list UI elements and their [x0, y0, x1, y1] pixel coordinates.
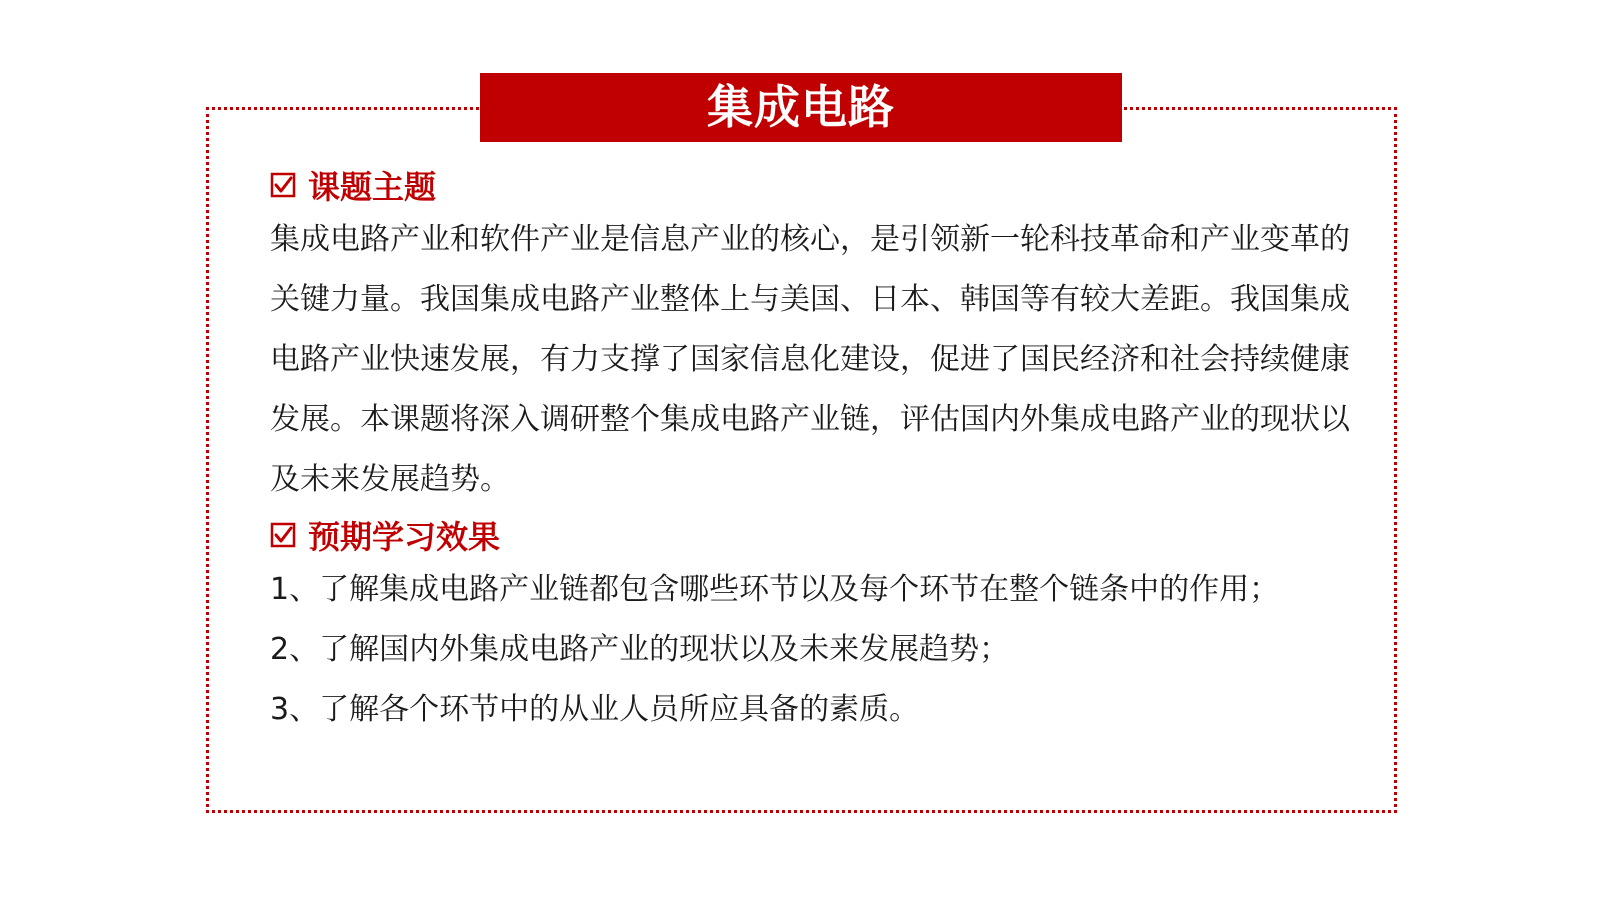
- list-item: 2、了解国内外集成电路产业的现状以及未来发展趋势；: [270, 632, 1010, 667]
- checked-box-icon: [270, 522, 296, 548]
- list-item: 1、了解集成电路产业链都包含哪些环节以及每个环节在整个链条中的作用；: [270, 572, 1280, 607]
- checked-box-icon: [270, 172, 296, 198]
- content-area: [270, 160, 1390, 740]
- section-heading-label: 课题主题: [308, 168, 437, 206]
- list-item: 3、了解各个环节中的从业人员所应具备的素质。: [270, 692, 920, 727]
- page-title: 集成电路: [480, 73, 1122, 142]
- topic-paragraph: 集成电路产业和软件产业是信息产业的核心，是引领新一轮科技革命和产业变革的关键力量。我国集成电路产业整体上与美国、日本、韩国等有较大差距。我国集成电路产业快速发展，有力支撑了国家信息化建设，促进了国民经济和社会持续健康发展。本课题将深入调研整个集成电路产业链，评估国内外集成电路产业的现状以及未来发展趋势。: [270, 222, 1350, 497]
- section-heading-topic: [270, 160, 1390, 210]
- section-heading-label: 预期学习效果: [308, 518, 501, 556]
- section-heading-outcomes: [270, 510, 1390, 560]
